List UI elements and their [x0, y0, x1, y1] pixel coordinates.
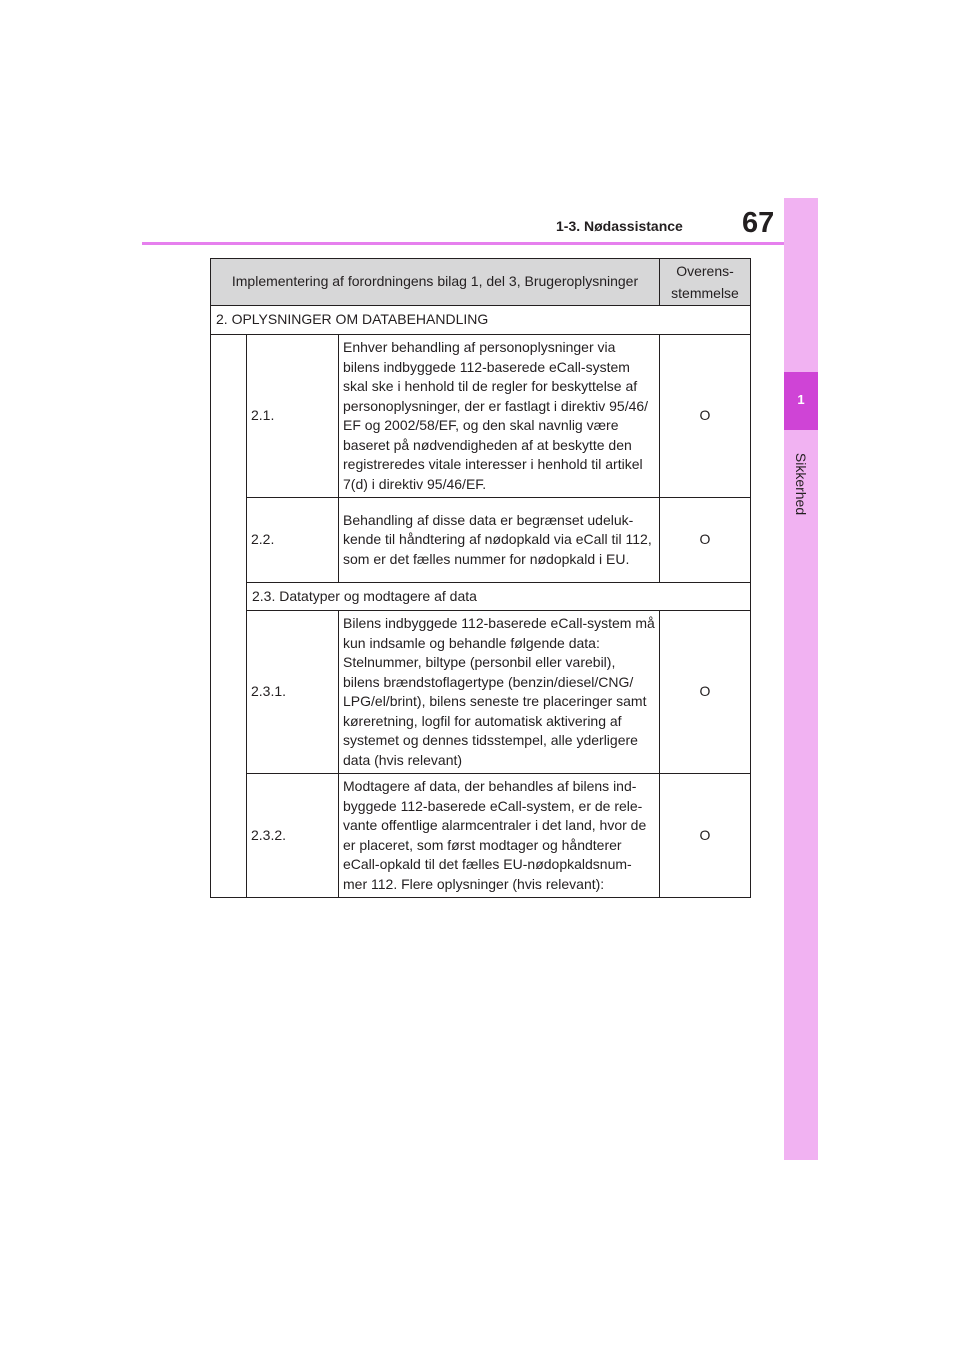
- row-number: 2.2.: [247, 498, 339, 583]
- row-compliance: O: [660, 335, 751, 498]
- row-text: Modtagere af data, der behandles af bilens ind-byggede 112-baserede eCall-system, er de rele-vante offentlige alarmcentraler i det land, hvor de er placeret, som først modtager og håndterer eCall-opkald til det fælles EU-nødopkaldsnum-mer 112. Flere oplysninger (hvis relevant):: [339, 774, 660, 898]
- table-row: [211, 498, 751, 583]
- row-compliance: O: [660, 774, 751, 898]
- table-header-row: [211, 259, 751, 306]
- subsection-heading: 2.3. Datatyper og modtagere af data: [247, 583, 751, 611]
- header-compliance: Overens- stemmelse: [660, 259, 751, 306]
- row-text: Bilens indbyggede 112-baserede eCall-system må kun indsamle og behandle følgende data: Stelnummer, biltype (personbil eller varebil), bilens brændstoflagertype (benzin/diesel/CNG/ LPG/el/brint), bilens seneste tre placeringer samt køreretning, logfil for automatisk aktivering af systemet og dennes tidsstempel, alle yderligere data (hvis relevant): [339, 611, 660, 774]
- row-number: 2.3.2.: [247, 774, 339, 898]
- row-number: 2.3.1.: [247, 611, 339, 774]
- row-compliance: O: [660, 498, 751, 583]
- row-number: 2.1.: [247, 335, 339, 498]
- chapter-number: 1: [797, 392, 805, 407]
- header-divider: [142, 242, 784, 245]
- page-number: 67: [742, 207, 775, 239]
- section-title: 1-3. Nødassistance: [556, 218, 683, 234]
- section-heading: 2. OPLYSNINGER OM DATABEHANDLING: [211, 306, 751, 335]
- table-row: [211, 611, 751, 774]
- header-implementation: Implementering af forordningens bilag 1, del 3, Brugeroplysninger: [211, 259, 660, 306]
- chapter-side-tab: [784, 198, 818, 1160]
- row-compliance: O: [660, 611, 751, 774]
- chapter-label: Sikkerhed: [793, 452, 809, 516]
- indent-column: [211, 335, 247, 898]
- subsection-row: [211, 583, 751, 611]
- user-information-table: [210, 258, 751, 898]
- row-text: Enhver behandling af personoplysninger via bilens indbyggede 112-baserede eCall-system skal ske i henhold til de regler for beskyttelse af personoplysninger, der er fastlagt i direktiv 95/46/ EF og 2002/58/EF, og den skal navnlig være baseret på nødvendigheden af at beskytte den registreredes vitale interesser i henhold til artikel 7(d) i direktiv 95/46/EF.: [339, 335, 660, 498]
- table-row: [211, 335, 751, 498]
- section-row: [211, 306, 751, 335]
- table-row: [211, 774, 751, 898]
- row-text: Behandling af disse data er begrænset udeluk-kende til håndtering af nødopkald via eCall til 112, som er det fælles nummer for nødopkald i EU.: [339, 498, 660, 583]
